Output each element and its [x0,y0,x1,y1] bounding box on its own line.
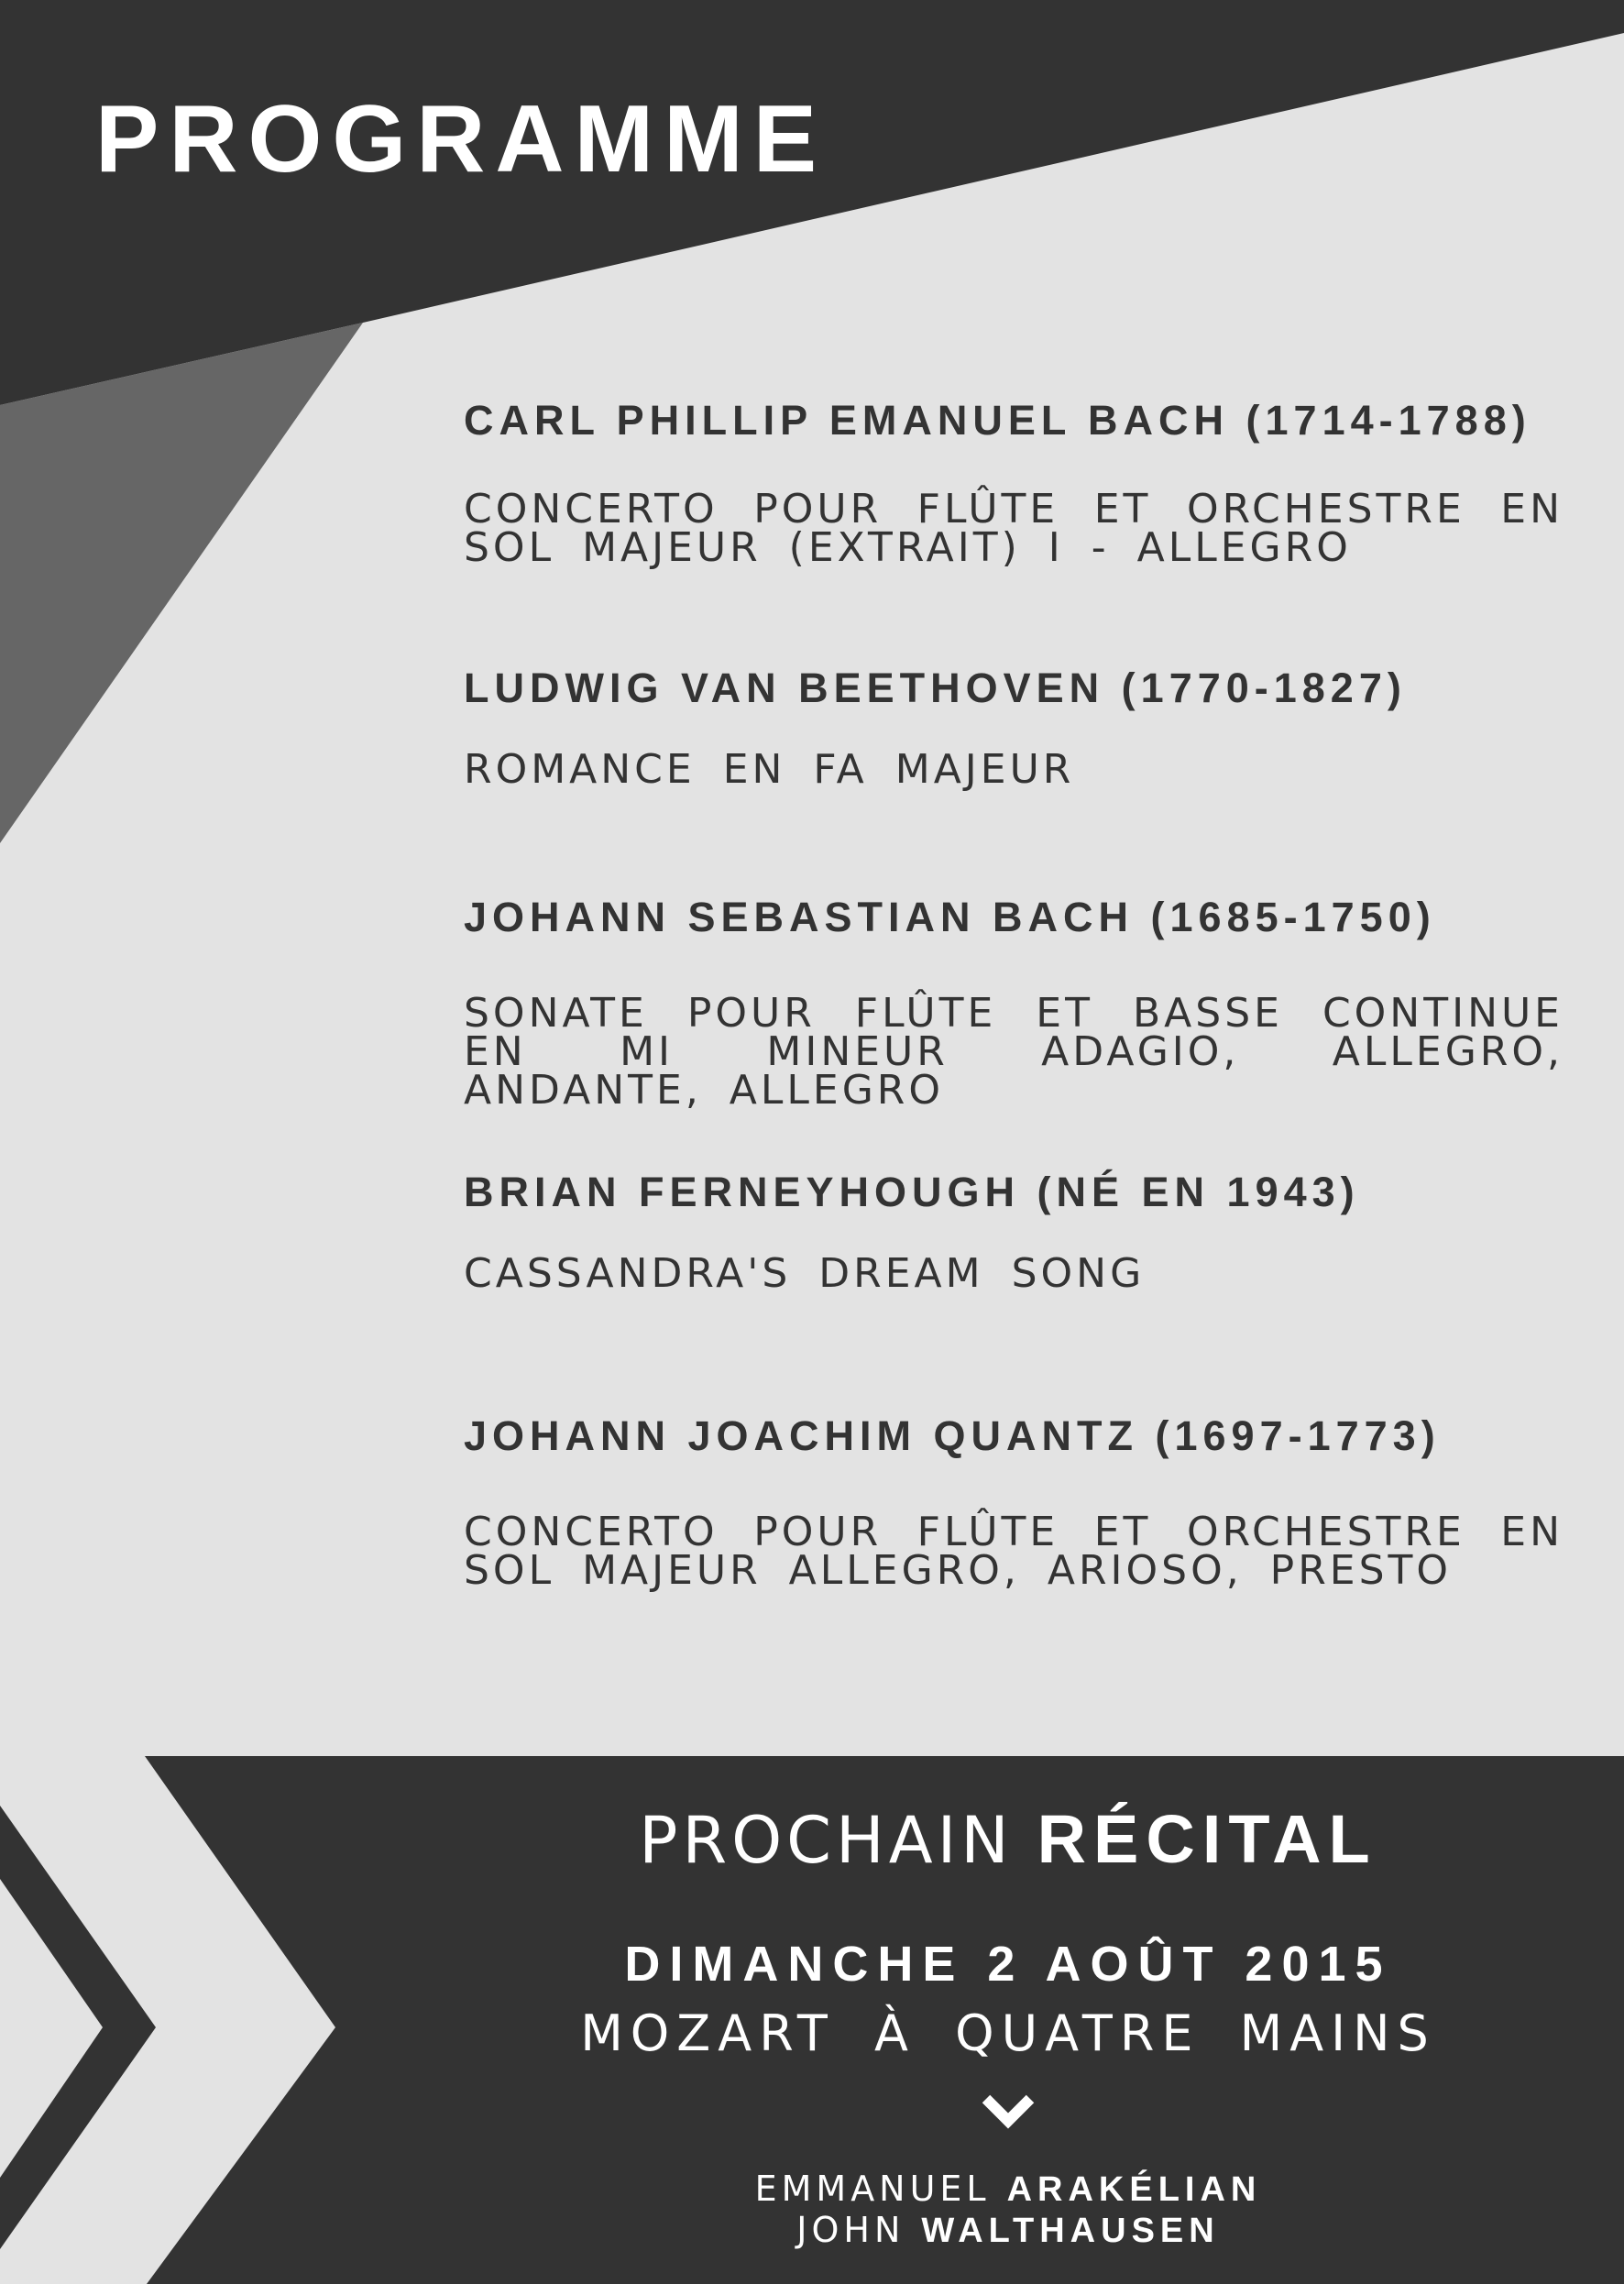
performer-last-name: WALTHAUSEN [921,2212,1220,2250]
work-title: SONATE POUR FLÛTE ET BASSE CONTINUE EN MI MINEUR ADAGIO, ALLEGRO, ANDANTE, ALLEGRO [464,990,1564,1114]
page-title: PROGRAMME [95,86,828,192]
composer-name: JOHANN JOACHIM QUANTZ (1697-1773) [464,1412,1441,1459]
work-title: ROMANCE EN FA MAJEUR [464,746,1075,793]
performer-last-name: ARAKÉLIAN [1006,2170,1262,2209]
grey-diagonal-shape [0,323,363,843]
performer [550,2210,1466,2251]
header-band [0,0,1624,405]
performer-first-name: JOHN [796,2210,905,2250]
programme-entry [464,894,1564,1114]
composer-name: BRIAN FERNEYHOUGH (NÉ EN 1943) [464,1169,1360,1215]
chevron-left-shape [0,1806,156,2249]
composer-name: JOHANN SEBASTIAN BACH (1685-1750) [464,894,1436,940]
work-title: CONCERTO POUR FLÛTE ET ORCHESTRE EN SOL MAJEUR (EXTRAIT) I - ALLEGRO [464,486,1564,571]
chevron-down-icon [981,2092,1036,2132]
programme-entry [464,397,1564,571]
composer-name: LUDWIG VAN BEETHOVEN (1770-1827) [464,664,1407,711]
performer [550,2169,1466,2210]
recital-program: MOZART À QUATRE MAINS [580,2004,1436,2062]
work-title: CASSANDRA'S DREAM SONG [464,1250,1146,1297]
programme-entry [464,664,1564,793]
next-recital-label: PROCHAIN [639,1803,1014,1878]
programme-entry [464,1412,1564,1594]
next-recital-label-bold: RÉCITAL [1037,1801,1377,1877]
work-title: CONCERTO POUR FLÛTE ET ORCHESTRE EN SOL MAJEUR ALLEGRO, ARIOSO, PRESTO [464,1509,1564,1594]
programme-entry [464,1169,1564,1297]
next-recital [550,1801,1466,2251]
composer-name: CARL PHILLIP EMANUEL BACH (1714-1788) [464,397,1531,444]
next-recital-heading [550,1801,1466,1878]
performer-first-name: EMMANUEL [754,2169,991,2209]
recital-date: DIMANCHE 2 AOÛT 2015 [624,1937,1392,1992]
